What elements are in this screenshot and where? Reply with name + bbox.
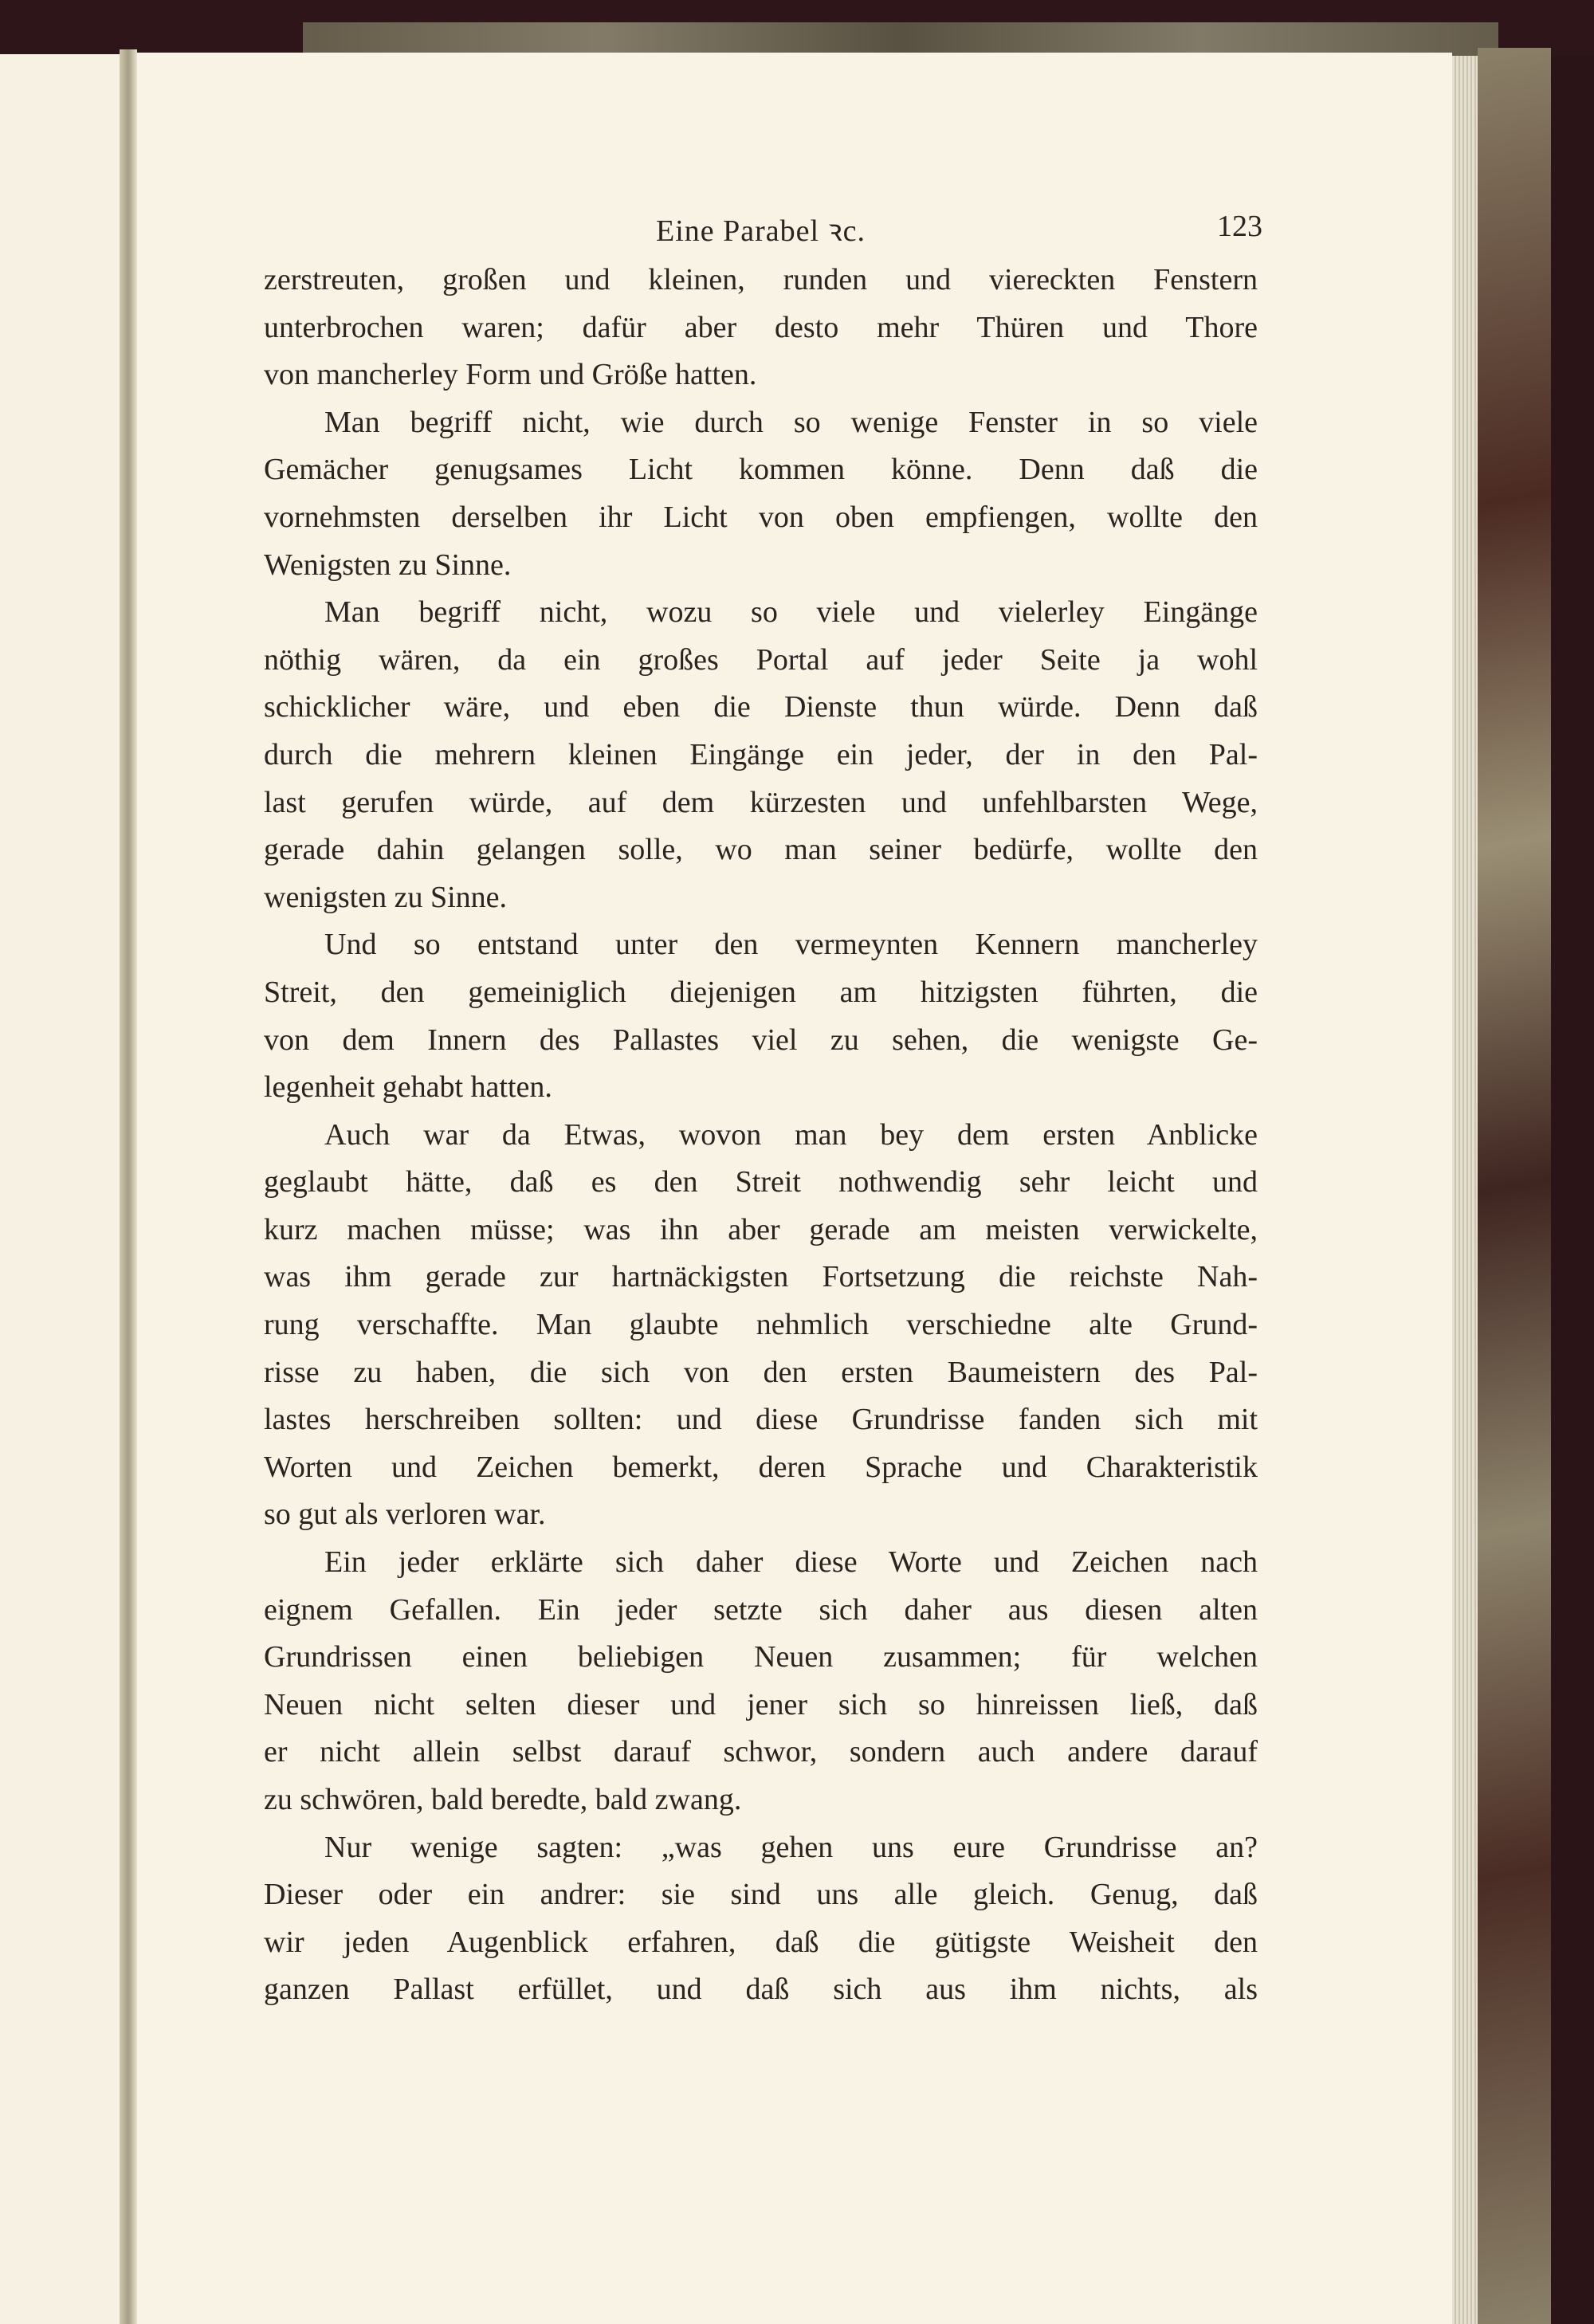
text-line: Ein jeder erklärte sich daher diese Worte und Zeichen nach (324, 1545, 1258, 1580)
book-gutter (120, 49, 137, 2324)
text-line: gerade dahin gelangen solle, wo man seiner bedürfe, wollte den (264, 833, 1258, 867)
text-line: nöthig wären, da ein großes Portal auf jeder Seite ja wohl (264, 642, 1258, 677)
text-line: durch die mehrern kleinen Eingänge ein jeder, der in den Pal- (264, 737, 1258, 771)
text-line: ganzen Pallast erfüllet, und daß sich aus ihm nichts, als (264, 1973, 1258, 2007)
text-line: last gerufen würde, auf dem kürzesten und unfehlbarsten Wege, (264, 785, 1258, 819)
page-edges (1452, 56, 1478, 2324)
running-header (264, 209, 1262, 249)
text-line: vornehmsten derselben ihr Licht von oben empfiengen, wollte den (264, 500, 1258, 534)
text-line: kurz machen müsse; was ihn aber gerade am meisten verwickelte, (264, 1212, 1258, 1246)
text-line: von dem Innern des Pallastes viel zu sehen, die wenigste Ge- (264, 1023, 1258, 1057)
text-line: geglaubt hätte, daß es den Streit nothwendig sehr leicht und (264, 1165, 1258, 1199)
text-line: zerstreuten, großen und kleinen, runden und viereckten Fenstern (264, 263, 1258, 296)
text-line: risse zu haben, die sich von den ersten Baumeistern des Pal- (264, 1355, 1258, 1389)
text-line: lastes herschreiben sollten: und diese Grundrisse fanden sich mit (264, 1403, 1258, 1437)
text-line: legenheit gehabt hatten. (264, 1070, 552, 1105)
text-line: schicklicher wäre, und eben die Dienste thun würde. Denn daß (264, 690, 1258, 724)
text-line: Nur wenige sagten: „was gehen uns eure Grundrisse an? (324, 1830, 1258, 1864)
body-text (264, 257, 1258, 2014)
running-title: Eine Parabel ꝛc. (656, 214, 866, 248)
text-line: eignem Gefallen. Ein jeder setzte sich daher aus diesen alten (264, 1592, 1258, 1627)
text-line: Auch war da Etwas, wovon man bey dem ersten Anblicke (324, 1117, 1258, 1152)
text-line: was ihm gerade zur hartnäckigsten Fortsetzung die reichste Nah- (264, 1260, 1258, 1294)
text-line: Man begriff nicht, wozu so viele und vielerley Eingänge (324, 595, 1258, 630)
text-line: unterbrochen waren; dafür aber desto mehr Thüren und Thore (264, 310, 1258, 344)
marbled-cover-side (1478, 48, 1551, 2324)
left-page (0, 54, 120, 2324)
text-line: wenigsten zu Sinne. (264, 880, 508, 914)
text-line: Neuen nicht selten dieser und jener sich so hinreissen ließ, daß (264, 1687, 1258, 1721)
text-line: Gemächer genugsames Licht kommen könne. Denn daß die (264, 453, 1258, 487)
text-line: Man begriff nicht, wie durch so wenige Fenster in so viele (324, 405, 1258, 439)
text-line: er nicht allein selbst darauf schwor, sondern auch andere darauf (264, 1735, 1258, 1769)
page-number: 123 (1217, 210, 1262, 243)
text-line: Dieser oder ein andrer: sie sind uns alle gleich. Genug, daß (264, 1878, 1258, 1912)
text-line: Wenigsten zu Sinne. (264, 548, 512, 582)
text-line: Grundrissen einen beliebigen Neuen zusammen; für welchen (264, 1640, 1258, 1674)
text-line: zu schwören, bald beredte, bald zwang. (264, 1783, 742, 1816)
text-line: so gut als verloren war. (264, 1498, 546, 1532)
text-line: von mancherley Form und Größe hatten. (264, 358, 757, 392)
marbled-edge-top (303, 22, 1498, 56)
text-line: rung verschaffte. Man glaubte nehmlich verschiedne alte Grund- (264, 1308, 1258, 1342)
text-line: Und so entstand unter den vermeynten Kennern mancherley (324, 928, 1258, 962)
text-line: Streit, den gemeiniglich diejenigen am hitzigsten führten, die (264, 975, 1258, 1009)
text-line: Worten und Zeichen bemerkt, deren Sprache und Charakteristik (264, 1450, 1258, 1484)
text-line: wir jeden Augenblick erfahren, daß die gütigste Weisheit den (264, 1925, 1258, 1959)
